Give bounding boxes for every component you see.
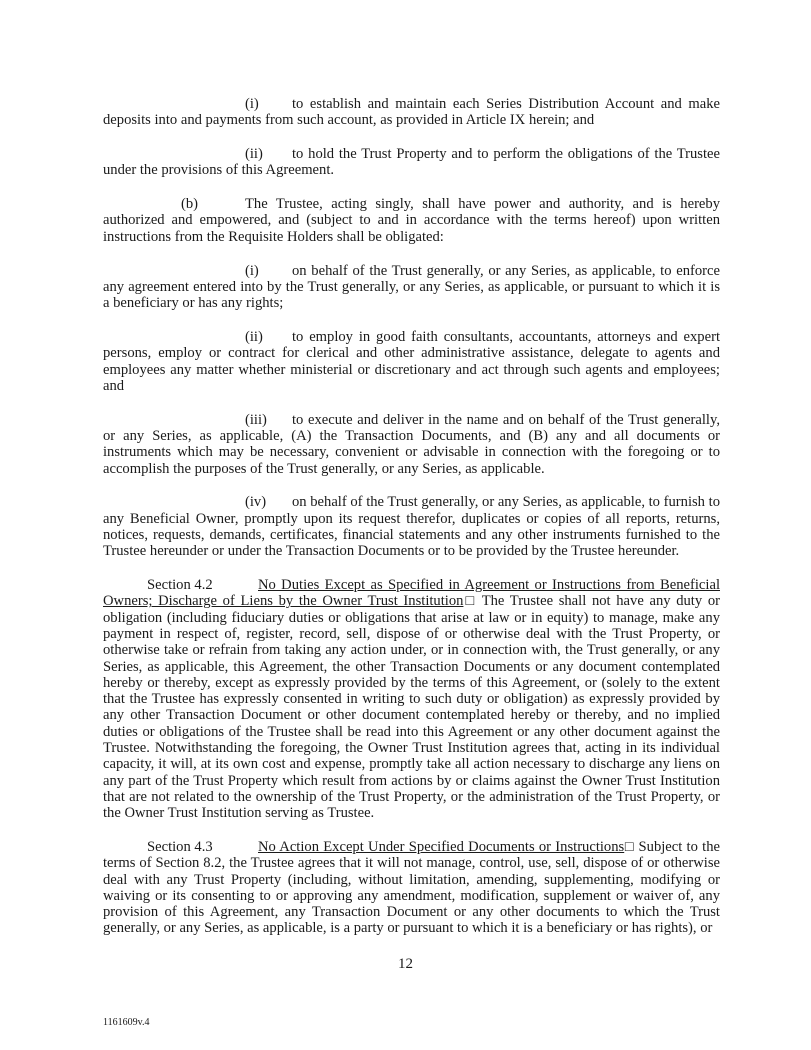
- clause-text: The Trustee, acting singly, shall have power and authority, and is hereby authorized and empowered, and (subject to and in accordance with the terms hereof) upon written instructions from the Requisite Holders shall be obligated:: [103, 196, 720, 245]
- clause-b-iii: [103, 412, 720, 477]
- clause-b-iv: [103, 494, 720, 559]
- clause-label: (ii): [245, 328, 263, 345]
- clause-text: to execute and deliver in the name and on behalf of the Trust generally, or any Series, as applicable, (A) the Transaction Documents, and (B) any and all documents or instruments which may be necessary, convenient or advisable in connection with the foregoing or to accomplish the purposes of the Trust generally, or any Series, as applicable.: [103, 411, 720, 477]
- clause-label: (iv): [245, 494, 267, 511]
- clause-text: on behalf of the Trust generally, or any Series, as applicable, to furnish to any Beneficial Owner, promptly upon its request therefor, duplicates or copies of all reports, returns, notices, requests, demands, certificates, financial statements and any other instruments furnished to the Trustee hereunder or under the Transaction Documents or to be provided by the Trustee hereunder.: [103, 494, 720, 560]
- box-mark: □: [624, 838, 635, 855]
- clause-label: (i): [245, 262, 259, 279]
- clause-a-ii: [103, 146, 720, 179]
- clause-label: (i): [245, 96, 259, 112]
- document-body: [103, 96, 720, 954]
- section-text: The Trustee shall not have any duty or obligation (including fiduciary duties or obligations that arise at law or in equity) to manage, make any payment in respect of, register, record, sell, dispose of or otherwise deal with the Trust Property, or otherwise take or refrain from taking any action under, or in connection with, the Trust generally, or any Series, as applicable, this Agreement, the other Transaction Documents or any document contemplated hereby or thereby, except as expressly provided by the terms of this Agreement, or (solely to the extent that the Trustee has expressly consented in writing to such duty or obligation) as expressly provided by any other Transaction Document or other document contemplated hereby or thereby, and no implied duties or obligations of the Trustee shall be read into this Agreement or any other document against the Trustee. Notwithstanding the foregoing, the Owner Trust Institution agrees that, acting in its individual capacity, it will, at its own cost and expense, promptly take all action necessary to discharge any liens on any part of the Trust Property which result from actions by or claims against the Owner Trust Institution that are not related to the ownership of the Trust Property, or the administration of the Trust Property, or the Owner Trust Institution serving as Trustee.: [103, 593, 720, 822]
- clause-text: to hold the Trust Property and to perform the obligations of the Trustee under the provisions of this Agreement.: [103, 146, 720, 179]
- page-number: 12: [398, 956, 413, 972]
- clause-text: to establish and maintain each Series Distribution Account and make deposits into and payments from such account, as provided in Article IX herein; and: [103, 96, 720, 129]
- clause-label: (iii): [245, 411, 267, 428]
- clause-label: (ii): [245, 146, 263, 163]
- document-id-footer: 1161609v.4: [103, 1017, 150, 1028]
- clause-b: [103, 196, 720, 245]
- section-text: Subject to the terms of Section 8.2, the Trustee agrees that it will not manage, control, use, sell, dispose of or otherwise deal with any Trust Property (including, without limitation, amending, supplementing, modifying or waiving or its consenting to or approving any amendment, modification, supplement or waiver of, any provision of this Agreement, any Transaction Document or any other documents to which the Trust generally, or any Series, as applicable, is a party or pursuant to which it is a beneficiary or has rights), or: [103, 838, 721, 937]
- clause-b-i: [103, 263, 720, 312]
- box-mark: □: [463, 593, 477, 610]
- section-heading: No Duties Except as Specified in Agreement or Instructions from Beneficial Owners; Discharge of Liens by the Owner Trust Institution: [103, 577, 720, 610]
- clause-a-i: [103, 96, 720, 129]
- clause-b-ii: [103, 329, 720, 394]
- clause-text: to employ in good faith consultants, accountants, attorneys and expert persons, employ or contract for clerical and other administrative assistance, delegate to agents and employees any matter whether ministerial or discretionary and act through such agents and employees; and: [103, 328, 720, 394]
- section-4-3: [103, 839, 720, 937]
- clause-text: on behalf of the Trust generally, or any Series, as applicable, to enforce any agreement entered into by the Trust generally, or any Series, as applicable, or pursuant to which it is a beneficiary or has any rights;: [103, 262, 720, 312]
- section-4-2: [103, 577, 720, 821]
- section-heading: No Action Except Under Specified Documents or Instructions: [258, 838, 625, 855]
- section-label: Section 4.2: [147, 577, 213, 594]
- clause-label: (b): [181, 196, 199, 213]
- section-label: Section 4.3: [147, 838, 213, 855]
